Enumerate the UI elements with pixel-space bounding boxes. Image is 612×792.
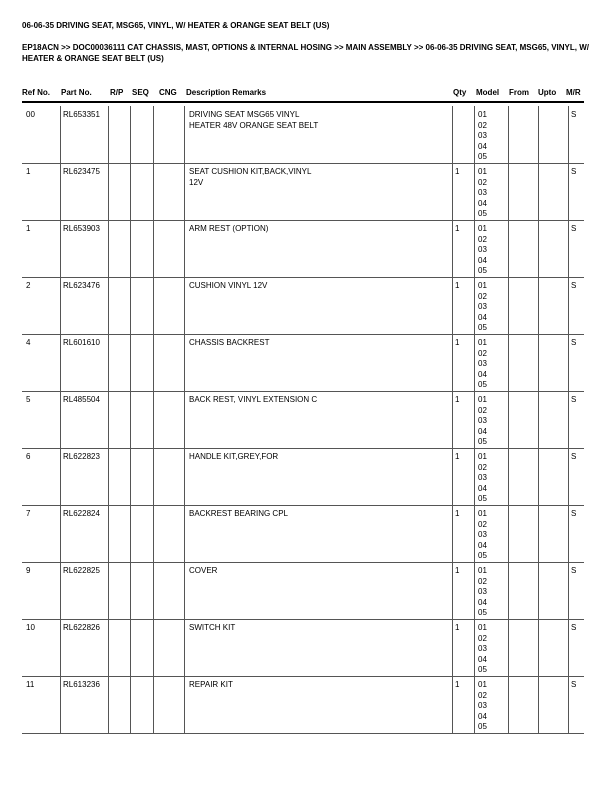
column-divider	[184, 334, 185, 391]
part-number-cell: RL622825	[63, 566, 100, 575]
description-line: BACK REST, VINYL EXTENSION C	[189, 395, 318, 404]
part-number-cell: RL601610	[63, 338, 100, 347]
model-code: 05	[478, 665, 487, 674]
column-divider	[538, 448, 539, 505]
col-qty: Qty	[453, 88, 467, 97]
model-code: 05	[478, 266, 487, 275]
model-code: 01	[478, 224, 487, 233]
part-number-cell: RL622823	[63, 452, 100, 461]
qty-cell: 1	[455, 338, 460, 347]
column-divider	[153, 676, 154, 733]
mr-cell: S	[571, 110, 577, 119]
model-code: 04	[478, 597, 487, 607]
column-divider	[474, 163, 475, 220]
model-code: 05	[478, 437, 487, 446]
model-code: 02	[478, 348, 487, 358]
part-number-cell: RL613236	[63, 680, 100, 689]
ref-cell: 00	[26, 110, 35, 119]
table-row	[22, 163, 584, 221]
mr-cell: S	[571, 167, 577, 176]
column-divider	[153, 277, 154, 334]
part-number-cell: RL622826	[63, 623, 100, 632]
model-code: 03	[478, 188, 487, 197]
column-divider	[538, 562, 539, 619]
column-divider	[474, 619, 475, 676]
column-divider	[474, 448, 475, 505]
mr-cell: S	[571, 509, 577, 518]
model-code: 02	[478, 177, 487, 187]
col-model: Model	[476, 88, 500, 97]
column-divider	[184, 391, 185, 448]
model-code: 01	[478, 452, 487, 461]
column-divider	[60, 220, 61, 277]
col-mr: M/R	[566, 88, 581, 97]
model-code: 05	[478, 323, 487, 332]
column-divider	[60, 163, 61, 220]
description-line: COVER	[189, 566, 218, 575]
column-divider	[184, 163, 185, 220]
column-divider	[60, 334, 61, 391]
part-number-cell: RL622824	[63, 509, 100, 518]
column-divider	[452, 277, 453, 334]
model-code: 05	[478, 722, 487, 731]
column-divider	[60, 448, 61, 505]
column-divider	[508, 220, 509, 277]
model-code: 03	[478, 302, 487, 311]
column-divider	[108, 220, 109, 277]
col-cng: CNG	[159, 88, 177, 97]
ref-cell: 4	[26, 338, 31, 347]
column-divider	[568, 334, 569, 391]
column-divider	[108, 391, 109, 448]
column-divider	[60, 106, 61, 163]
description-line: 12V	[189, 177, 204, 187]
description-line: SEAT CUSHION KIT,BACK,VINYL	[189, 167, 312, 176]
column-divider	[508, 277, 509, 334]
model-code: 02	[478, 633, 487, 643]
model-code: 01	[478, 281, 487, 290]
column-divider	[108, 562, 109, 619]
column-divider	[130, 676, 131, 733]
column-divider	[538, 676, 539, 733]
mr-cell: S	[571, 224, 577, 233]
mr-cell: S	[571, 395, 577, 404]
model-code: 04	[478, 540, 487, 550]
model-code: 01	[478, 110, 487, 119]
column-divider	[474, 334, 475, 391]
column-divider	[153, 163, 154, 220]
part-number-cell: RL623476	[63, 281, 100, 290]
column-divider	[508, 448, 509, 505]
column-divider	[130, 448, 131, 505]
column-divider	[452, 562, 453, 619]
column-divider	[538, 163, 539, 220]
column-divider	[568, 505, 569, 562]
model-code: 04	[478, 141, 487, 151]
column-divider	[538, 277, 539, 334]
column-divider	[568, 562, 569, 619]
model-code: 02	[478, 462, 487, 472]
ref-cell: 2	[26, 281, 31, 290]
column-divider	[153, 448, 154, 505]
column-divider	[130, 505, 131, 562]
column-divider	[153, 505, 154, 562]
model-code: 01	[478, 623, 487, 632]
model-code: 04	[478, 711, 487, 721]
mr-cell: S	[571, 566, 577, 575]
column-divider	[452, 391, 453, 448]
column-divider	[60, 391, 61, 448]
mr-cell: S	[571, 338, 577, 347]
column-divider	[474, 505, 475, 562]
part-number-cell: RL623475	[63, 167, 100, 176]
table-row	[22, 505, 584, 563]
column-divider	[452, 676, 453, 733]
table-row	[22, 220, 584, 278]
column-divider	[538, 334, 539, 391]
model-code: 01	[478, 680, 487, 689]
column-divider	[130, 334, 131, 391]
qty-cell: 1	[455, 680, 460, 689]
column-divider	[130, 391, 131, 448]
column-divider	[508, 163, 509, 220]
model-code: 03	[478, 530, 487, 539]
column-divider	[538, 391, 539, 448]
model-code: 04	[478, 483, 487, 493]
model-code: 02	[478, 120, 487, 130]
model-code: 02	[478, 576, 487, 586]
model-code: 01	[478, 395, 487, 404]
column-divider	[60, 562, 61, 619]
model-code: 02	[478, 690, 487, 700]
model-code: 03	[478, 587, 487, 596]
mr-cell: S	[571, 623, 577, 632]
column-divider	[130, 619, 131, 676]
column-divider	[184, 448, 185, 505]
column-divider	[474, 562, 475, 619]
part-number-cell: RL485504	[63, 395, 100, 404]
column-divider	[508, 106, 509, 163]
col-upto: Upto	[538, 88, 557, 97]
column-divider	[508, 676, 509, 733]
page-title: 06-06-35 DRIVING SEAT, MSG65, VINYL, W/ HEATER & ORANGE SEAT BELT (US)	[22, 21, 330, 30]
column-divider	[508, 334, 509, 391]
column-divider	[538, 619, 539, 676]
column-divider	[108, 334, 109, 391]
qty-cell: 1	[455, 224, 460, 233]
description-line: ARM REST (OPTION)	[189, 224, 269, 233]
model-code: 03	[478, 416, 487, 425]
mr-cell: S	[571, 680, 577, 689]
model-code: 02	[478, 234, 487, 244]
mr-cell: S	[571, 281, 577, 290]
table-row	[22, 619, 584, 677]
column-divider	[538, 106, 539, 163]
column-divider	[508, 562, 509, 619]
column-divider	[60, 505, 61, 562]
model-code: 05	[478, 608, 487, 617]
description-line: REPAIR KIT	[189, 680, 233, 689]
column-divider	[474, 106, 475, 163]
column-divider	[184, 676, 185, 733]
qty-cell: 1	[455, 623, 460, 632]
model-code: 04	[478, 255, 487, 265]
column-divider	[108, 619, 109, 676]
column-divider	[108, 676, 109, 733]
col-part: Part No.	[61, 88, 92, 97]
model-code: 01	[478, 167, 487, 176]
col-seq: SEQ	[132, 88, 149, 97]
qty-cell: 1	[455, 281, 460, 290]
table-row	[22, 334, 584, 392]
column-divider	[153, 619, 154, 676]
table-row	[22, 391, 584, 449]
column-divider	[568, 163, 569, 220]
table-row	[22, 106, 584, 164]
column-divider	[130, 106, 131, 163]
column-divider	[538, 220, 539, 277]
description-line: DRIVING SEAT MSG65 VINYL	[189, 110, 300, 119]
model-code: 05	[478, 209, 487, 218]
model-code: 04	[478, 426, 487, 436]
model-code: 03	[478, 245, 487, 254]
column-divider	[153, 106, 154, 163]
model-code: 03	[478, 473, 487, 482]
column-divider	[452, 334, 453, 391]
qty-cell: 1	[455, 566, 460, 575]
table-row	[22, 277, 584, 335]
qty-cell: 1	[455, 395, 460, 404]
column-divider	[568, 448, 569, 505]
model-code: 05	[478, 494, 487, 503]
column-divider	[474, 277, 475, 334]
model-code: 04	[478, 312, 487, 322]
column-divider	[184, 277, 185, 334]
column-divider	[130, 220, 131, 277]
description-line: SWITCH KIT	[189, 623, 236, 632]
description-line: HEATER 48V ORANGE SEAT BELT	[189, 120, 319, 130]
column-divider	[184, 619, 185, 676]
column-divider	[108, 448, 109, 505]
col-from: From	[509, 88, 529, 97]
column-divider	[568, 220, 569, 277]
column-divider	[568, 391, 569, 448]
column-divider	[153, 220, 154, 277]
col-rp: R/P	[110, 88, 124, 97]
column-divider	[153, 334, 154, 391]
description-line: HANDLE KIT,GREY,FOR	[189, 452, 279, 461]
column-divider	[568, 106, 569, 163]
column-divider	[184, 106, 185, 163]
model-code: 02	[478, 291, 487, 301]
part-number-cell: RL653903	[63, 224, 100, 233]
column-divider	[184, 505, 185, 562]
column-divider	[452, 448, 453, 505]
column-divider	[568, 619, 569, 676]
model-code: 01	[478, 566, 487, 575]
model-code: 05	[478, 152, 487, 161]
column-divider	[108, 163, 109, 220]
qty-cell: 1	[455, 167, 460, 176]
table-row	[22, 562, 584, 620]
model-code: 03	[478, 701, 487, 710]
model-code: 01	[478, 509, 487, 518]
column-divider	[60, 676, 61, 733]
column-divider	[153, 562, 154, 619]
column-divider	[452, 505, 453, 562]
column-divider	[60, 277, 61, 334]
model-code: 04	[478, 654, 487, 664]
ref-cell: 6	[26, 452, 31, 461]
breadcrumb: EP18ACN >> DOC00036111 CAT CHASSIS, MAST, OPTIONS & INTERNAL HOSING >> MAIN ASSEMBLY >> 06-06-35 DRIVING SEAT, MSG65, VINYL, W/ HEATER & ORANGE SEAT BELT (US)	[22, 43, 589, 63]
ref-cell: 11	[26, 680, 35, 689]
column-divider	[452, 619, 453, 676]
column-divider	[508, 619, 509, 676]
mr-cell: S	[571, 452, 577, 461]
column-divider	[108, 505, 109, 562]
ref-cell: 10	[26, 623, 35, 632]
model-code: 04	[478, 198, 487, 208]
column-divider	[452, 220, 453, 277]
model-code: 01	[478, 338, 487, 347]
column-divider	[452, 163, 453, 220]
column-divider	[130, 562, 131, 619]
column-divider	[538, 505, 539, 562]
ref-cell: 1	[26, 167, 31, 176]
column-divider	[474, 676, 475, 733]
column-divider	[108, 106, 109, 163]
part-number-cell: RL653351	[63, 110, 100, 119]
column-divider	[130, 277, 131, 334]
column-divider	[108, 277, 109, 334]
description-line: CUSHION VINYL 12V	[189, 281, 268, 290]
model-code: 04	[478, 369, 487, 379]
ref-cell: 1	[26, 224, 31, 233]
model-code: 05	[478, 551, 487, 560]
column-divider	[130, 163, 131, 220]
model-code: 05	[478, 380, 487, 389]
ref-cell: 5	[26, 395, 31, 404]
column-divider	[153, 391, 154, 448]
ref-cell: 9	[26, 566, 31, 575]
qty-cell: 1	[455, 452, 460, 461]
column-divider	[508, 391, 509, 448]
table-row	[22, 448, 584, 506]
column-divider	[568, 277, 569, 334]
col-ref: Ref No.	[22, 88, 50, 97]
table-row	[22, 676, 584, 734]
model-code: 03	[478, 131, 487, 140]
model-code: 02	[478, 405, 487, 415]
column-divider	[184, 562, 185, 619]
column-divider	[184, 220, 185, 277]
model-code: 03	[478, 359, 487, 368]
column-divider	[568, 676, 569, 733]
qty-cell: 1	[455, 509, 460, 518]
column-divider	[508, 505, 509, 562]
header-rule	[22, 101, 584, 103]
description-line: BACKREST BEARING CPL	[189, 509, 288, 518]
col-desc: Description Remarks	[186, 88, 267, 97]
column-divider	[474, 220, 475, 277]
description-line: CHASSIS BACKREST	[189, 338, 270, 347]
model-code: 03	[478, 644, 487, 653]
ref-cell: 7	[26, 509, 31, 518]
column-divider	[60, 619, 61, 676]
column-divider	[474, 391, 475, 448]
model-code: 02	[478, 519, 487, 529]
column-divider	[452, 106, 453, 163]
